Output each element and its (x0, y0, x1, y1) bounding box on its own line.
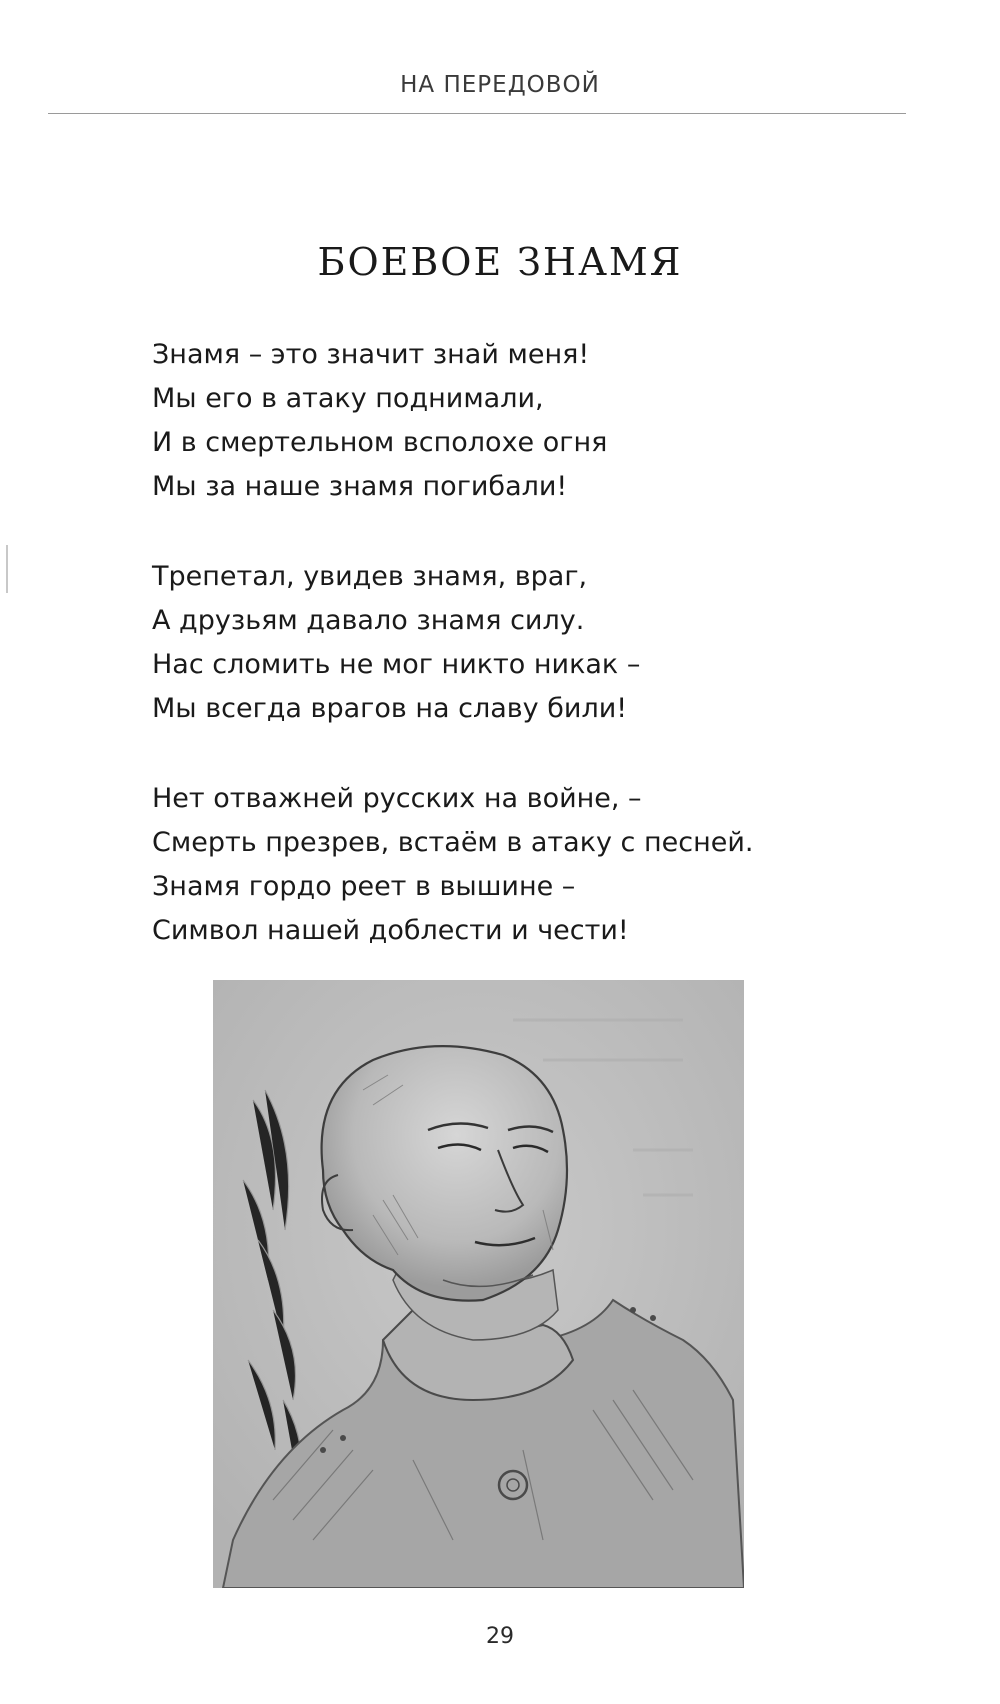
poem-line: Нас сломить не мог никто никак – (152, 649, 641, 680)
poem-line: Мы за наше знамя погибали! (152, 471, 568, 502)
stanza-2 (152, 555, 972, 731)
poem-line: И в смертельном всполохе огня (152, 427, 608, 458)
poem-line: Нет отважней русских на войне, – (152, 783, 642, 814)
page-number: 29 (486, 1624, 514, 1649)
header-divider (48, 113, 906, 114)
poem-title: БОЕВОЕ ЗНАМЯ (317, 240, 683, 284)
poem-line: Символ нашей доблести и чести! (152, 915, 629, 946)
stanza-1 (152, 333, 972, 509)
poem-line: Знамя – это значит знай меня! (152, 339, 590, 370)
poem-line: А друзьям давало знамя силу. (152, 605, 585, 636)
pencil-portrait-illustration (213, 980, 744, 1588)
poem-line: Знамя гордо реет в вышине – (152, 871, 576, 902)
poem-line: Мы всегда врагов на славу били! (152, 693, 628, 724)
poem-line: Мы его в атаку поднимали, (152, 383, 544, 414)
poem-line: Смерть презрев, встаём в атаку с песней. (152, 827, 754, 858)
page-edge-mark (6, 545, 8, 593)
stanza-3 (152, 777, 972, 953)
poem-line: Трепетал, увидев знамя, враг, (152, 561, 588, 592)
running-header: НА ПЕРЕДОВОЙ (400, 72, 600, 98)
portrait-drawing (213, 980, 744, 1588)
poem-body (152, 333, 972, 999)
